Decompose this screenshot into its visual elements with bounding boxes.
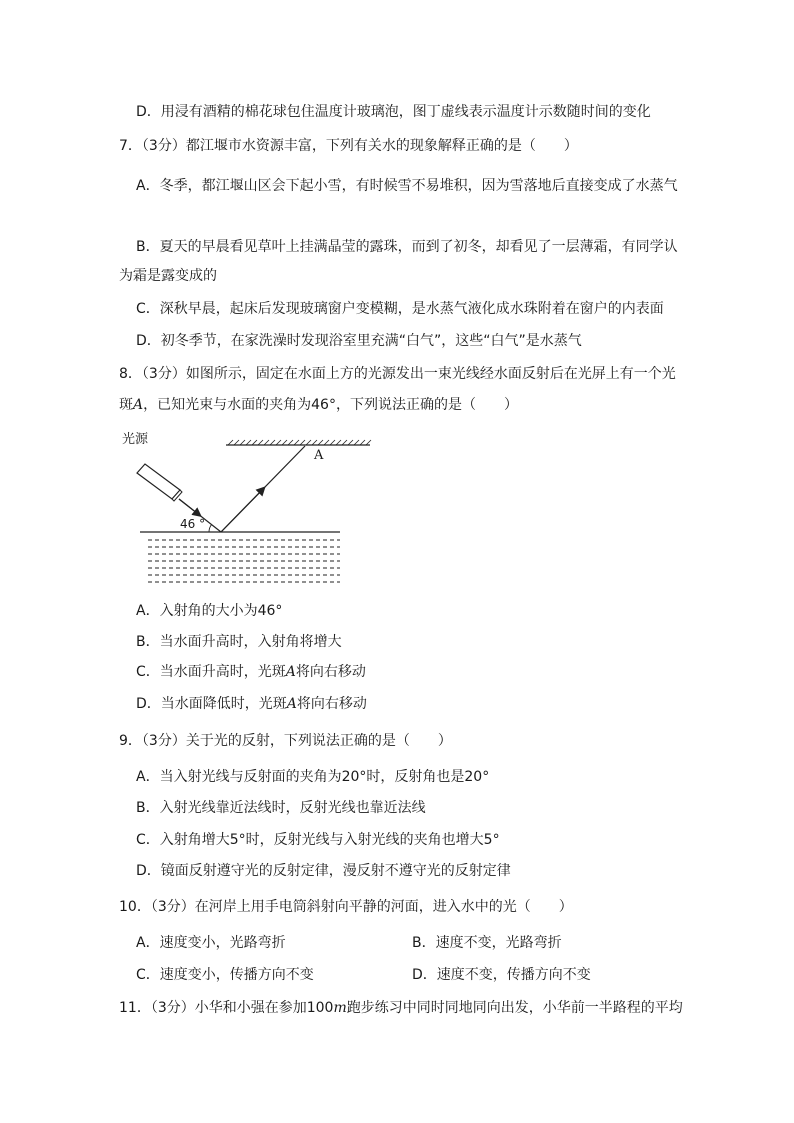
- q10-option-a: A．速度变小，光路弯折: [136, 935, 286, 951]
- q9-option-d: D．镜面反射遵守光的反射定律，漫反射不遵守光的反射定律: [136, 863, 511, 879]
- q8-option-d-var: A: [286, 696, 297, 712]
- reflection-diagram: [118, 428, 378, 593]
- q9-option-c: C．入射角增大5°时，反射光线与入射光线的夹角也增大5°: [136, 832, 500, 848]
- angle-arc: [209, 525, 212, 532]
- q6-option-d: D．用浸有酒精的棉花球包住温度计玻璃泡，图丁虚线表示温度计示数随时间的变化: [136, 104, 651, 120]
- q11-stem: 11．（3分）小华和小强在参加100m跑步练习中同时同地同向出发，小华前一半路程的平均: [119, 1000, 683, 1016]
- light-source-label: 光源: [122, 432, 149, 447]
- q9-option-b: B．入射光线靠近法线时，反射光线也靠近法线: [136, 800, 426, 816]
- q8-option-d: D．当水面降低时，光斑A将向右移动: [136, 696, 367, 712]
- q8-stem-line2: 斑A，已知光束与水面的夹角为46°，下列说法正确的是（ ）: [119, 397, 518, 413]
- water-body: [148, 540, 340, 582]
- q9-stem: 9．（3分）关于光的反射，下列说法正确的是（ ）: [119, 733, 452, 749]
- q7-option-c: C．深秋早晨，起床后发现玻璃窗户变模糊，是水蒸气液化成水珠附着在窗户的内表面: [136, 301, 664, 317]
- angle-label: 46 °: [180, 517, 206, 531]
- q8-option-b: B．当水面升高时，入射角将增大: [136, 634, 342, 650]
- q10-stem: 10．（3分）在河岸上用手电筒斜射向平静的河面，进入水中的光（ ）: [119, 899, 573, 915]
- q7-option-a: A．冬季，都江堰山区会下起小雪，有时候雪不易堆积，因为雪落地后直接变成了水蒸气: [136, 178, 678, 194]
- q8-option-a: A．入射角的大小为46°: [136, 603, 283, 619]
- q8-option-c-var: A: [285, 664, 296, 680]
- q10-option-c: C．速度变小，传播方向不变: [136, 967, 314, 983]
- q7-stem: 7．（3分）都江堰市水资源丰富，下列有关水的现象解释正确的是（ ）: [119, 138, 578, 154]
- q10-option-b: B．速度不变，光路弯折: [412, 935, 562, 951]
- q8-option-c: C．当水面升高时，光斑A将向右移动: [136, 664, 366, 680]
- light-screen: [226, 440, 371, 445]
- light-source-icon: [137, 464, 182, 501]
- spot-a-label: A: [314, 448, 324, 463]
- q8-stem-line1: 8．（3分）如图所示，固定在水面上方的光源发出一束光线经水面反射后在光屏上有一个光: [119, 366, 676, 382]
- q7-option-b-line1: B．夏天的早晨看见草叶上挂满晶莹的露珠，而到了初冬，却看见了一层薄霜，有同学认: [136, 239, 678, 255]
- q7-option-b-line2: 为霜是露变成的: [119, 268, 217, 284]
- q8-var-a: A: [133, 397, 144, 413]
- q7-option-d: D．初冬季节，在家洗澡时发现浴室里充满“白气”，这些“白气”是水蒸气: [136, 333, 582, 349]
- q11-unit-m: m: [333, 1000, 347, 1016]
- q9-option-a: A．当入射光线与反射面的夹角为20°时，反射角也是20°: [136, 769, 490, 785]
- q10-option-d: D．速度不变，传播方向不变: [412, 967, 591, 983]
